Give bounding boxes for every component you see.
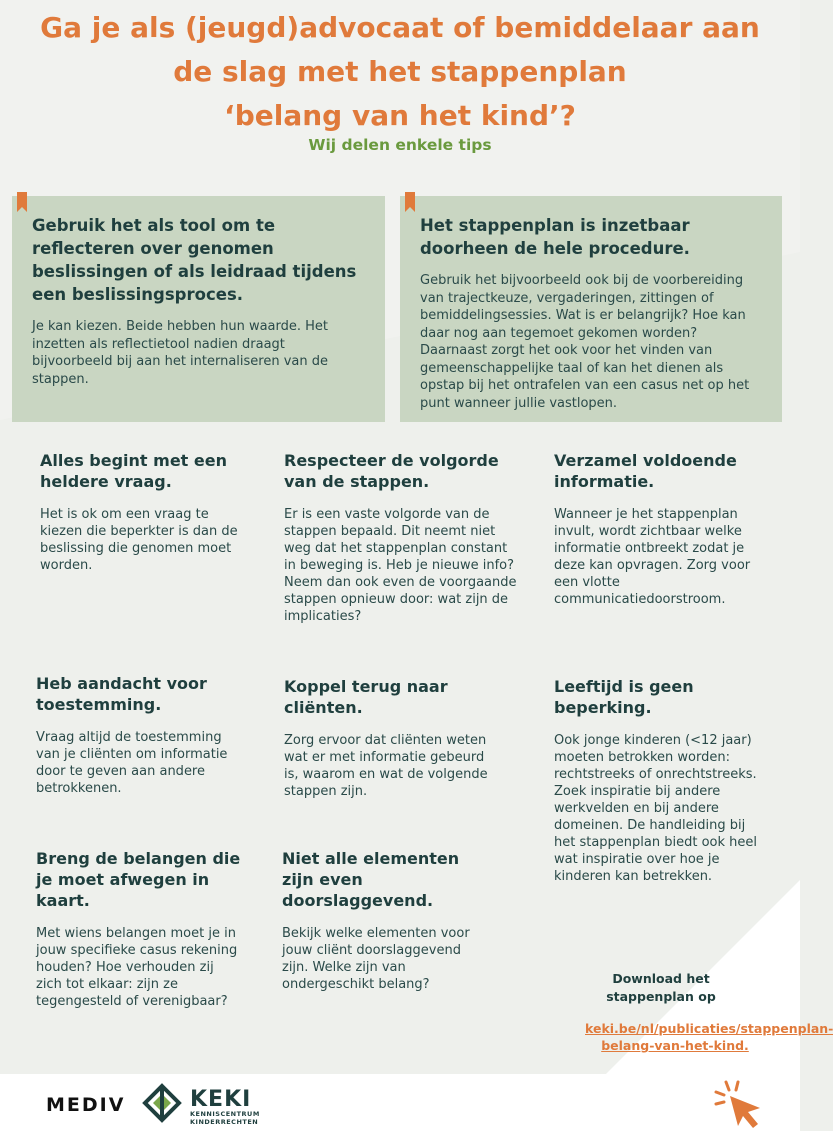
tip-text: Wanneer je het stappenplan invult, wordt zichtbaar welke informatie ontbreekt zodat je deze kan opvragen. Zorg voor een vlotte communicatiedoorstroom. [554,507,751,607]
title-line-2: de slag met het stappenplan [173,55,627,88]
tip-heading: Koppel terug naar cliënten. [284,677,448,717]
tip-order-steps [284,450,519,625]
tip-heading: Verzamel voldoende informatie. [554,451,737,491]
box-heading: Gebruik het als tool om te reflecteren over genomen beslissingen of als leidraad tijdens een beslissingsproces. [32,216,357,304]
tip-heading: Alles begint met een heldere vraag. [40,451,227,491]
title-line-3: ‘belang van het kind’? [224,99,576,132]
box-heading: Het stappenplan is inzetbaar doorheen de hele procedure. [420,216,690,258]
tip-age [554,676,769,885]
download-title: Download het stappenplan op [606,971,716,1004]
tip-text: Vraag altijd de toestemming van je cliënten om informatie door te geven aan andere betrokkenen. [36,730,228,796]
tip-text: Ook jonge kinderen (<12 jaar) moeten betrokken worden: rechtstreeks of onrechtstreeks. Zoek inspiratie bij andere werkvelden en bij andere domeinen. De handleiding bij het stappenplan biedt ook heel wat inspiratie over hoe je kinderen kan betrekken. [554,733,758,884]
tip-heading: Respecteer de volgorde van de stappen. [284,451,499,491]
keki-subtitle-line-1: KENNISCENTRUM [190,1110,260,1118]
tip-information [554,450,764,608]
mediv-logo: MEDIV [46,1094,126,1116]
subtitle: Wij delen enkele tips [308,136,492,154]
tip-decisive-elements [282,848,482,993]
box-text: Je kan kiezen. Beide hebben hun waarde. Het inzetten als reflectietool nadien draagt bijvoorbeeld bij aan het internaliseren van de stappen. [32,319,329,387]
tip-feedback-clients [284,676,499,800]
keki-subtitle-line-2: KINDERRECHTEN [190,1118,259,1126]
tip-box-procedure [400,196,782,422]
tip-heading: Niet alle elementen zijn even doorslaggevend. [282,849,460,910]
tip-text: Zorg ervoor dat cliënten weten wat er met informatie gebeurd is, waarom en wat de volgende stappen zijn. [284,733,488,799]
tip-consent [36,673,241,797]
bookmark-icon [17,192,27,212]
download-link[interactable]: keki.be/nl/publicaties/stappenplan-belang-van-het-kind. [585,1021,833,1053]
tip-interests [36,848,241,1010]
tip-text: Er is een vaste volgorde van de stappen bepaald. Dit neemt niet weg dat het stappenplan constant in beweging is. Heb je nieuwe info? Neem dan ook even de voorgaande stappen opnieuw door: wat zijn de implicaties? [284,507,517,624]
bookmark-icon [405,192,415,212]
tip-box-reflect [12,196,385,422]
tip-heading: Leeftijd is geen beperking. [554,677,694,717]
tip-text: Bekijk welke elementen voor jouw cliënt doorslaggevend zijn. Welke zijn van ondergeschikt belang? [282,926,470,992]
tip-text: Met wiens belangen moet je in jouw specifieke casus rekening houden? Hoe verhouden zij zich tot elkaar: zijn ze tegengesteld of verenigbaar? [36,926,238,1009]
title-line-1: Ga je als (jeugd)advocaat of bemiddelaar aan [40,11,760,44]
tip-clear-question [40,450,245,574]
tip-heading: Heb aandacht voor toestemming. [36,674,207,714]
keki-wordmark: KEKI [190,1087,252,1112]
page-title [20,6,780,138]
tip-text: Het is ok om een vraag te kiezen die beperkter is dan de beslissing die genomen moet worden. [40,507,238,573]
tip-heading: Breng de belangen die je moet afwegen in kaart. [36,849,241,910]
keki-logo-icon [143,1084,181,1122]
box-text: Gebruik het bijvoorbeeld ook bij de voorbereiding van trajectkeuze, vergaderingen, zittingen of bemiddelingsessies. Wat is er belangrijk? Hoe kan daar nog aan tegemoet gekomen worden? Daarnaast zorgt het ook voor het vinden van gemeenschappelijke taal of kan het dienen als opstap bij het ontrafelen van een casus net op het punt wanneer jullie vastlopen. [420,273,750,411]
cursor-click-icon [712,1078,768,1130]
keki-subtitle [190,1110,260,1126]
